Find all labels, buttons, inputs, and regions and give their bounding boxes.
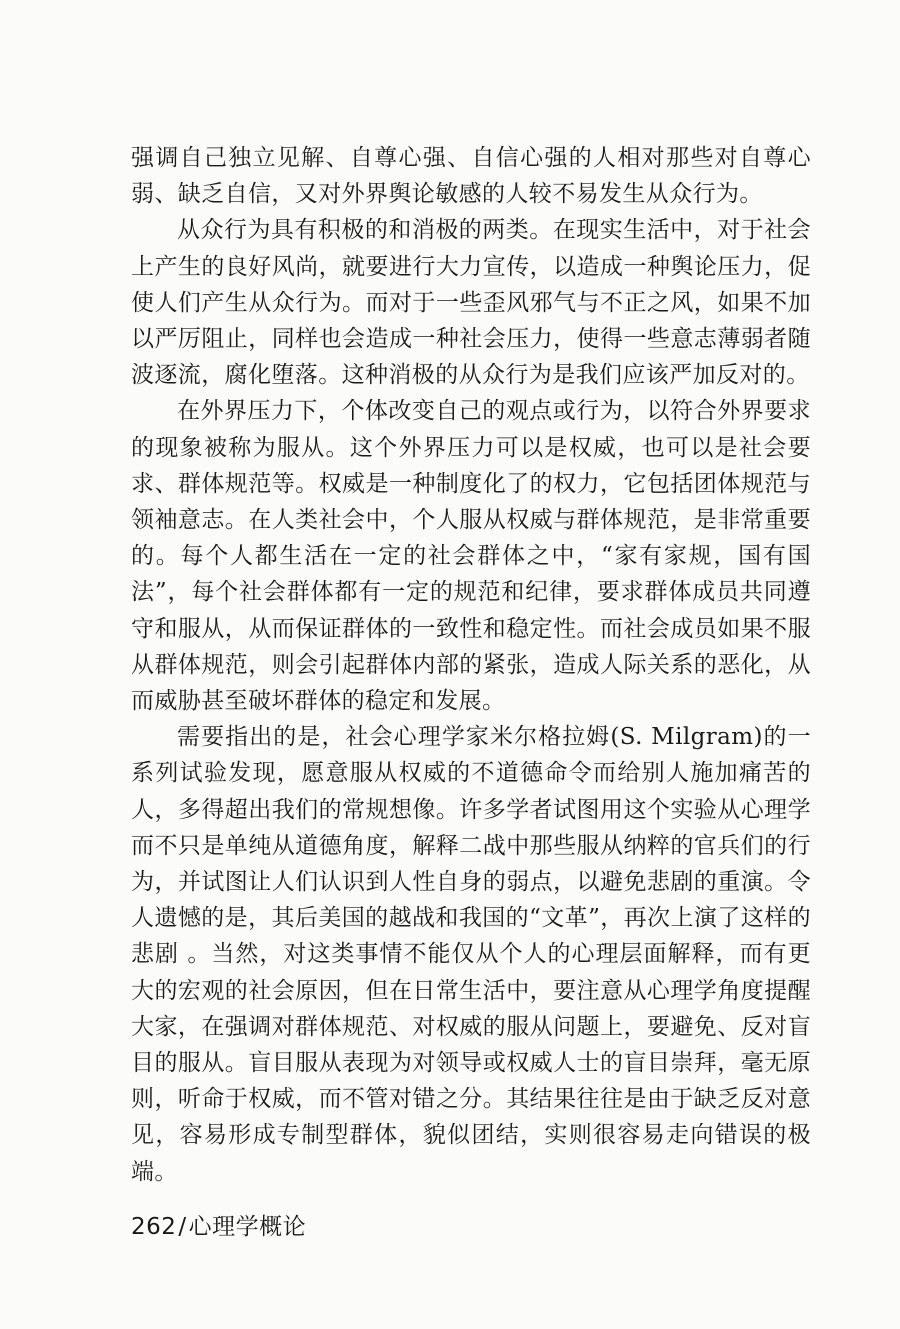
page-number: 262 — [131, 1214, 177, 1240]
page-footer — [131, 1211, 306, 1243]
paragraph-continuation: 强调自己独立见解、自尊心强、自信心强的人相对那些对自尊心弱、缺乏自信，又对外界舆论敏感的人较不易发生从众行为。 — [131, 145, 811, 208]
footer-separator: / — [178, 1214, 187, 1240]
book-title: 心理学概论 — [188, 1214, 307, 1240]
paragraph-obedience: 在外界压力下，个体改变自己的观点或行为，以符合外界要求的现象被称为服从。这个外界压力可以是权威，也可以是社会要求、群体规范等。权威是一种制度化了的权力，它包括团体规范与领袖意志。在人类社会中，个人服从权威与群体规范，是非常重要的。每个人都生活在一定的社会群体之中，“家有家规，国有国法”，每个社会群体都有一定的规范和纪律，要求群体成员共同遵守和服从，从而保证群体的一致性和稳定性。而社会成员如果不服从群体规范，则会引起群体内部的紧张，造成人际关系的恶化，从而威胁甚至破坏群体的稳定和发展。 — [131, 398, 811, 715]
page-body — [131, 140, 811, 1190]
paragraph-milgram: 需要指出的是，社会心理学家米尔格拉姆(S. Milgram)的一系列试验发现，愿意服从权威的不道德命令而给别人施加痛苦的人，多得超出我们的常规想像。许多学者试图用这个实验从心理学而不只是单纯从道德角度，解释二战中那些服从纳粹的官兵们的行为，并试图让人们认识到人性自身的弱点，以避免悲剧的重演。令人遗憾的是，其后美国的越战和我国的“文革”，再次上演了这样的悲剧 。当然，对这类事情不能仅从个人的心理层面解释，而有更大的宏观的社会原因，但在日常生活中，要注意从心理学角度提醒大家，在强调对群体规范、对权威的服从问题上，要避免、反对盲目的服从。盲目服从表现为对领导或权威人士的盲目崇拜，毫无原则，听命于权威，而不管对错之分。其结果往往是由于缺乏反对意见，容易形成专制型群体，貌似团结，实则很容易走向错误的极端。 — [131, 724, 811, 1185]
paragraph-conformity-types: 从众行为具有积极的和消极的两类。在现实生活中，对于社会上产生的良好风尚，就要进行大力宣传，以造成一种舆论压力，促使人们产生从众行为。而对于一些歪风邪气与不正之风，如果不加以严厉阻止，同样也会造成一种社会压力，使得一些意志薄弱者随波逐流，腐化堕落。这种消极的从众行为是我们应该严加反对的。 — [131, 217, 811, 389]
